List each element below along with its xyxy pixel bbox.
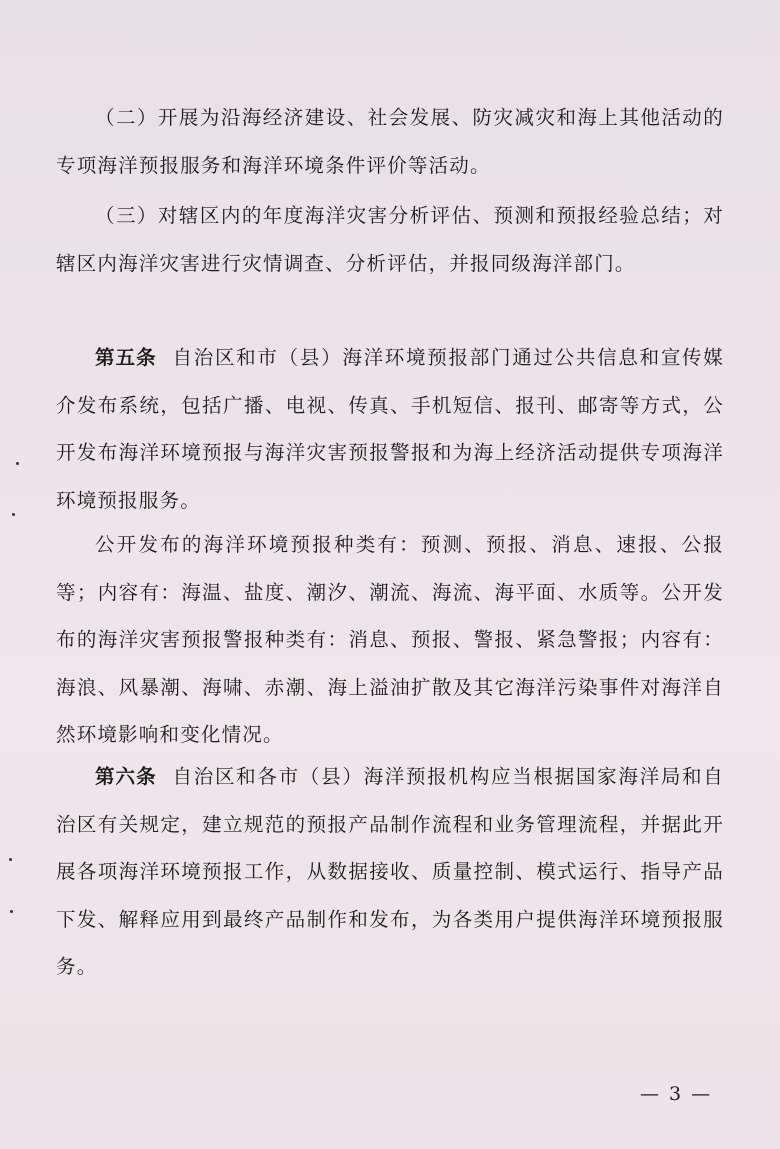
paragraph-article-5 [56, 334, 724, 524]
paragraph-item-3 [56, 192, 724, 287]
paragraph-text: （二）开展为沿海经济建设、社会发展、防灾减灾和海上其他活动的专项海洋预报服务和海洋环境条件评价等活动。 [56, 106, 724, 177]
paragraph-text: （三）对辖区内的年度海洋灾害分析评估、预测和预报经验总结；对辖区内海洋灾害进行灾情调查、分析评估，并报同级海洋部门。 [56, 204, 724, 275]
paragraph-text: 公开发布的海洋环境预报种类有：预测、预报、消息、速报、公报等；内容有：海温、盐度、潮汐、潮流、海流、海平面、水质等。公开发布的海洋灾害预报警报种类有：消息、预报、警报、紧急警报；内容有：海浪、风暴潮、海啸、赤潮、海上溢油扩散及其它海洋污染事件对海洋自然环境影响和变化情况。 [56, 533, 724, 746]
scan-speck [10, 910, 13, 913]
paragraph-text: 自治区和市（县）海洋环境预报部门通过公共信息和宣传媒介发布系统，包括广播、电视、传真、手机短信、报刊、邮寄等方式，公开发布海洋环境预报与海洋灾害预报警报和为海上经济活动提供专项海洋环境预报服务。 [56, 346, 724, 512]
article-number: 第五条 [95, 346, 157, 369]
scan-speck [12, 513, 15, 516]
paragraph-text: 自治区和各市（县）海洋预报机构应当根据国家海洋局和自治区有关规定，建立规范的预报产品制作流程和业务管理流程，并据此开展各项海洋环境预报工作，从数据接收、质量控制、模式运行、指导产品下发、解释应用到最终产品制作和发布，为各类用户提供海洋环境预报服务。 [56, 765, 724, 978]
paragraph-item-2 [56, 94, 724, 189]
paragraph-article-5-para-2 [56, 521, 724, 759]
scan-speck [16, 462, 19, 465]
scan-speck [9, 858, 12, 861]
page-number: — 3 — [640, 1083, 713, 1105]
article-number: 第六条 [95, 765, 157, 788]
paragraph-article-6 [56, 753, 724, 991]
